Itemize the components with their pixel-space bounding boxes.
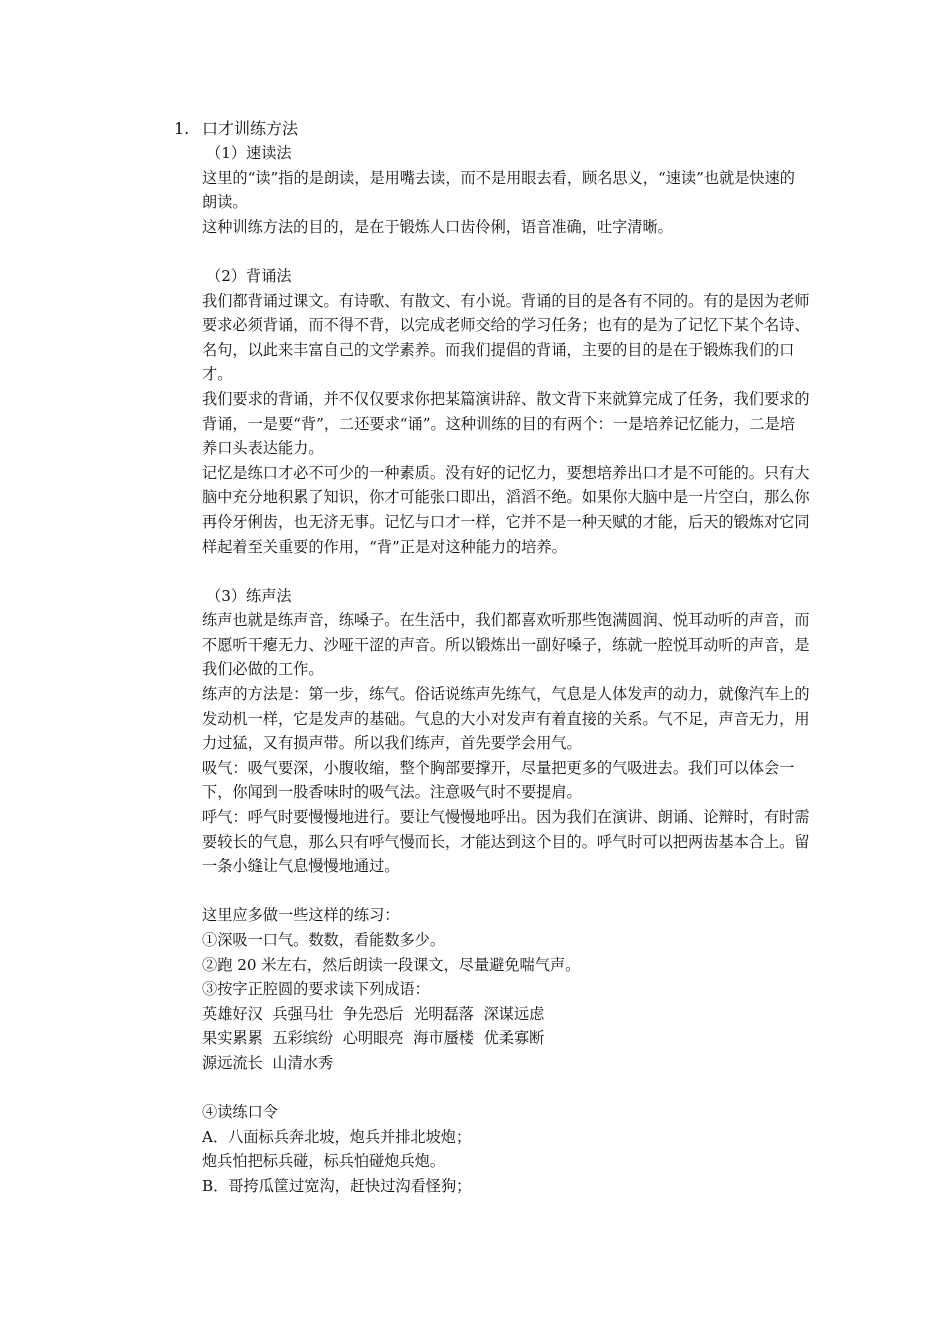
section-heading [174, 117, 298, 141]
practice-item: ②跑 20 米左右，然后朗读一段课文，尽量避免喘气声。 [202, 955, 581, 974]
heading-title: 口才训练方法 [202, 119, 299, 138]
idiom-line: 果实累累 五彩缤纷 心明眼亮 海市蜃楼 优柔寡断 [202, 1029, 545, 1048]
paragraph: 这种训练方法的目的，是在于锻炼人口齿伶俐，语音准确，吐字清晰。 [202, 217, 673, 236]
idiom-line: 英雄好汉 兵强马壮 争先恐后 光明磊落 深谋远虑 [202, 1004, 545, 1023]
paragraph: 练声也就是练声音，练嗓子。在生活中，我们都喜欢听那些饱满圆润、悦耳动听的声音，而不愿听干瘪无力、沙哑干涩的声音。所以锻炼出一副好嗓子，练就一腔悦耳动听的声音，是我们必做的工作。 [202, 611, 810, 679]
paragraph: 我们要求的背诵，并不仅仅要求你把某篇演讲辞、散文背下来就算完成了任务，我们要求的背诵，一是要“背”，二还要求“诵”。这种训练的目的有两个：一是培养记忆能力，二是培养口头表达能力。 [202, 389, 810, 458]
paragraph: 这里的“读”指的是朗读，是用嘴去读，而不是用眼去看，顾名思义，“速读”也就是快速的朗读。 [202, 168, 795, 212]
paragraph: 呼气：呼气时要慢慢地进行。要让气慢慢地呼出。因为我们在演讲、朗诵、论辩时，有时需要较长的气息，那么只有呼气慢而长，才能达到这个目的。呼气时可以把两齿基本合上。留一条小缝让气息慢慢地通过。 [202, 808, 810, 876]
blank-line [202, 559, 810, 584]
paragraph: 记忆是练口才必不可少的一种素质。没有好的记忆力，要想培养出口才是不可能的。只有大脑中充分地积累了知识，你才可能张口即出，滔滔不绝。如果你大脑中是一片空白，那么你再伶牙俐齿，也无济无事。记忆与口才一样，它并不是一种天赋的才能，后天的锻炼对它同样起着至关重要的作用，“背”正是对这种能力的培养。 [202, 463, 810, 556]
practice-item: ①深吸一口气。数数，看能数多少。 [202, 931, 445, 949]
practice-intro: 这里应多做一些这样的练习： [202, 906, 400, 925]
tongue-twister-line: A．八面标兵奔北坡，炮兵并排北坡炮； [202, 1127, 472, 1146]
heading-number: 1. [174, 119, 190, 138]
blank-line [202, 239, 810, 264]
paragraph: 我们都背诵过课文。有诗歌、有散文、有小说。背诵的目的是各有不同的。有的是因为老师要求必须背诵，而不得不背，以完成老师交给的学习任务；也有的是为了记忆下某个名诗、名句，以此来丰富自己的文学素养。而我们提倡的背诵，主要的目的是在于锻炼我们的口才。 [202, 291, 810, 384]
tongue-twister-title: ④读练口令 [202, 1103, 278, 1122]
subsection-title-voice-training: （3）练声法 [206, 586, 292, 605]
subsection-title-speed-reading: （1）速读法 [206, 144, 292, 162]
blank-line [202, 1076, 810, 1101]
subsection-title-recitation: （2）背诵法 [206, 266, 292, 285]
idiom-line: 源远流长 山清水秀 [202, 1053, 334, 1072]
practice-item: ③按字正腔圆的要求读下列成语： [202, 980, 430, 999]
tongue-twister-line: 炮兵怕把标兵碰，标兵怕碰炮兵炮。 [202, 1152, 445, 1171]
paragraph: 练声的方法是：第一步，练气。俗话说练声先练气，气息是人体发声的动力，就像汽车上的发动机一样，它是发声的基础。气息的大小对发声有着直接的关系。气不足，声音无力，用力过猛，又有损声带。所以我们练声，首先要学会用气。 [202, 685, 810, 753]
paragraph: 吸气：吸气要深，小腹收缩，整个胸部要撑开，尽量把更多的气吸进去。我们可以体会一下，你闻到一股香味时的吸气法。注意吸气时不要提肩。 [202, 758, 795, 802]
tongue-twister-line: B．哥挎瓜筐过宽沟，赶快过沟看怪狗； [202, 1176, 472, 1195]
blank-line [202, 879, 810, 904]
document-body [202, 141, 810, 1199]
